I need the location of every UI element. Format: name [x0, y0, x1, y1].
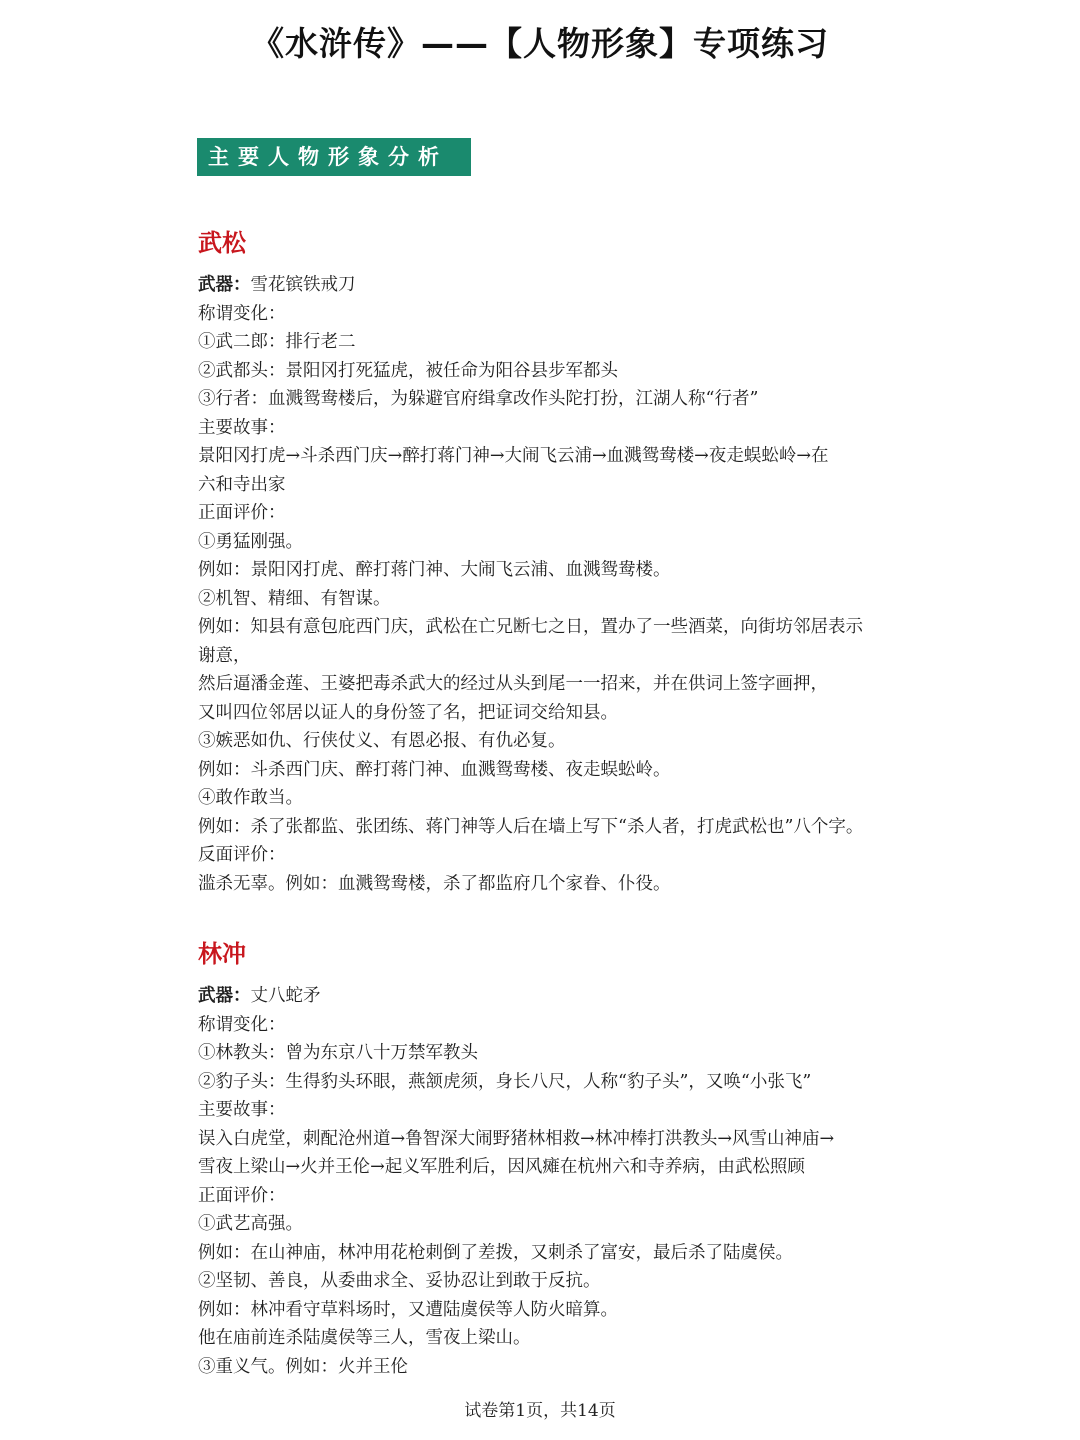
text-line: 误入白虎堂，刺配沧州道→鲁智深大闹野猪林相救→林冲棒打洪教头→风雪山神庙→: [198, 1128, 835, 1149]
weapon-value: 丈八蛇矛: [250, 986, 321, 1006]
text-line: ②机智、精细、有智谋。: [198, 588, 391, 609]
weapon-line: [198, 982, 938, 1011]
text-line: 他在庙前连杀陆虞侯等三人，雪夜上梁山。: [198, 1328, 531, 1348]
text-line: 滥杀无辜。例如：血溅鸳鸯楼，杀了都监府几个家眷、仆役。: [198, 873, 671, 894]
text-line: ②豹子头：生得豹头环眼，燕颔虎须，身长八尺，人称“豹子头”，又唤“小张飞”: [198, 1071, 812, 1092]
text-line: 例如：杀了张都监、张团练、蒋门神等人后在墙上写下“杀人者，打虎武松也”八个字。: [198, 816, 864, 837]
weapon-line: [198, 271, 938, 300]
text-line: 然后逼潘金莲、王婆把毒杀武大的经过从头到尾一一招来，并在供词上签字画押，: [198, 674, 828, 694]
character-detail-lines: [198, 300, 938, 899]
text-line: ③重义气。例如：火并王伦: [198, 1356, 408, 1377]
text-line: 主要故事：: [198, 417, 286, 438]
text-line: 六和寺出家: [198, 474, 286, 495]
character-name: 武松: [198, 229, 246, 257]
page-footer: 试卷第1页，共14页: [464, 1401, 616, 1421]
text-line: 反面评价：: [198, 845, 286, 865]
text-line: ②武都头：景阳冈打死猛虎，被任命为阳谷县步军都头: [198, 360, 618, 381]
text-line: 正面评价：: [198, 1185, 286, 1206]
text-line: 称谓变化：: [198, 303, 286, 324]
text-line: ③行者：血溅鸳鸯楼后，为躲避官府缉拿改作头陀打扮，江湖人称“行者”: [198, 389, 759, 409]
text-line: ④敢作敢当。: [198, 788, 303, 808]
character-section-linchong: [198, 938, 938, 1381]
text-line: 例如：斗杀西门庆、醉打蒋门神、血溅鸳鸯楼、夜走蜈蚣岭。: [198, 759, 671, 780]
text-line: 例如：在山神庙，林冲用花枪刺倒了差拨，又刺杀了富安，最后杀了陆虞侯。: [198, 1242, 793, 1263]
text-line: ①武艺高强。: [198, 1214, 303, 1234]
text-line: 例如：知县有意包庇西门庆，武松在亡兄断七之日，置办了一些酒菜，向街坊邻居表示: [198, 617, 863, 637]
text-line: 例如：景阳冈打虎、醉打蒋门神、大闹飞云浦、血溅鸳鸯楼。: [198, 560, 671, 580]
text-line: 谢意，: [198, 645, 251, 666]
text-line: ②坚韧、善良，从委曲求全、妥协忍让到敢于反抗。: [198, 1271, 601, 1291]
text-line: ①林教头：曾为东京八十万禁军教头: [198, 1043, 478, 1063]
text-line: ①勇猛刚强。: [198, 531, 303, 552]
text-line: 正面评价：: [198, 503, 286, 523]
weapon-value: 雪花镔铁戒刀: [250, 275, 356, 295]
character-detail-lines: [198, 1011, 938, 1382]
character-section-wusong: [198, 227, 938, 898]
section-banner: 主要人物形象分析: [197, 138, 471, 176]
character-name: 林冲: [198, 940, 246, 968]
text-line: 例如：林冲看守草料场时，又遭陆虞侯等人防火暗算。: [198, 1299, 618, 1320]
weapon-label: 武器：: [198, 986, 251, 1006]
weapon-label: 武器：: [198, 275, 251, 295]
text-line: 称谓变化：: [198, 1014, 286, 1035]
text-line: 又叫四位邻居以证人的身份签了名，把证词交给知县。: [198, 702, 618, 723]
text-line: 景阳冈打虎→斗杀西门庆→醉打蒋门神→大闹飞云浦→血溅鸳鸯楼→夜走蜈蚣岭→在: [198, 446, 829, 466]
text-line: 雪夜上梁山→火并王伦→起义军胜利后，因风瘫在杭州六和寺养病，由武松照顾: [198, 1157, 805, 1177]
page-title: 《水浒传》——【人物形象】专项练习: [251, 24, 829, 63]
text-line: ①武二郎：排行老二: [198, 332, 356, 352]
text-line: 主要故事：: [198, 1100, 286, 1120]
text-line: ③嫉恶如仇、行侠仗义、有恩必报、有仇必复。: [198, 731, 566, 751]
